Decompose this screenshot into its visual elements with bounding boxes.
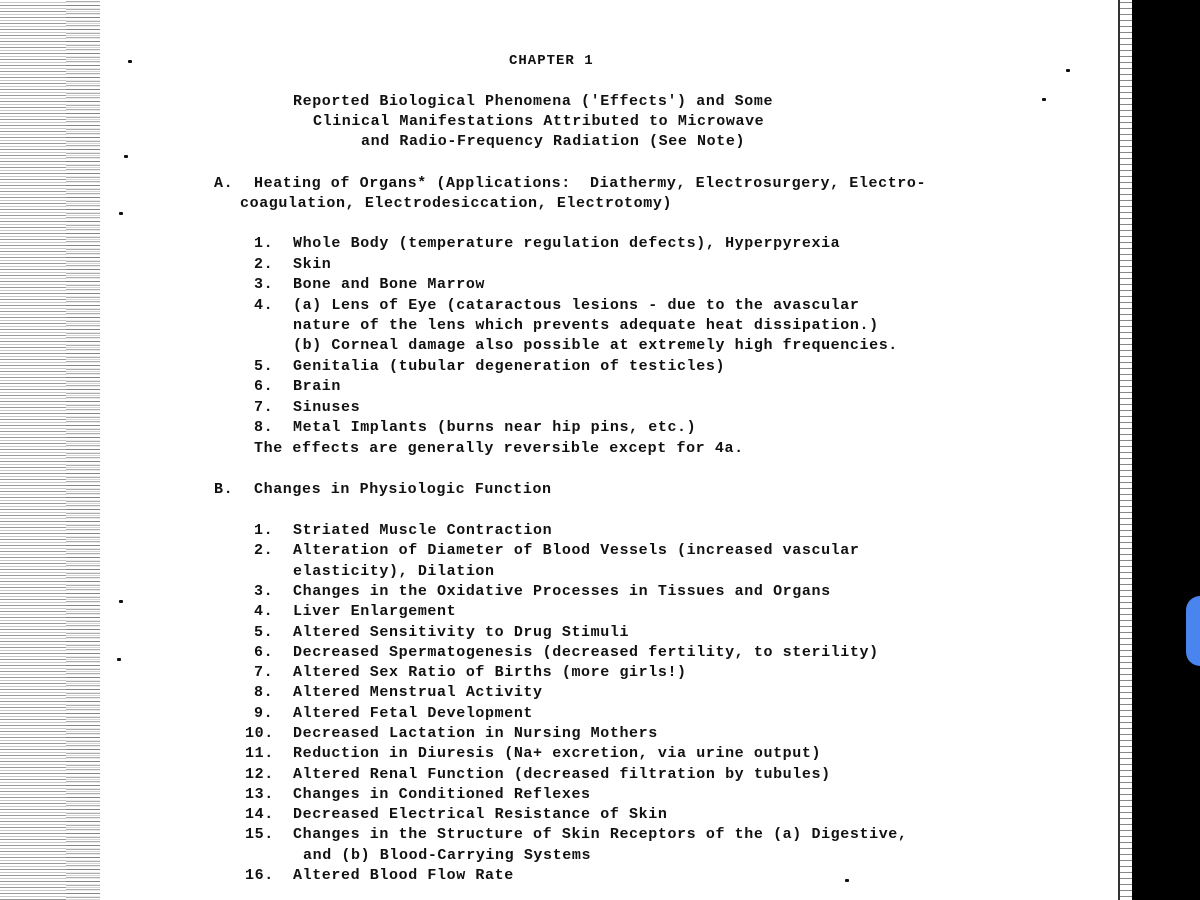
- list-item: Bone and Bone Marrow: [293, 276, 486, 293]
- list-item: Whole Body (temperature regulation defects), Hyperpyrexia: [293, 235, 841, 252]
- list-item-number: 1.: [254, 235, 274, 252]
- section-a-note: The effects are generally reversible except for 4a.: [254, 440, 744, 457]
- list-item: Changes in the Oxidative Processes in Tissues and Organs: [293, 583, 831, 600]
- list-item-number: 16.: [245, 867, 274, 884]
- list-item-number: 11.: [245, 745, 274, 762]
- list-item: (a) Lens of Eye (cataractous lesions - due to the avascular: [293, 297, 860, 314]
- scan-speck: [119, 600, 123, 603]
- list-item-number: 14.: [245, 806, 274, 823]
- list-item-number: 10.: [245, 725, 274, 742]
- list-item-continuation: nature of the lens which prevents adequate heat dissipation.): [293, 317, 879, 334]
- title-line: Reported Biological Phenomena ('Effects') and Some: [293, 93, 774, 110]
- list-item: Striated Muscle Contraction: [293, 522, 553, 539]
- list-item-number: 12.: [245, 766, 274, 783]
- list-item-number: 3.: [254, 276, 274, 293]
- list-item: Metal Implants (burns near hip pins, etc.): [293, 419, 697, 436]
- section-b-heading: Changes in Physiologic Function: [254, 481, 552, 498]
- list-item-number: 7.: [254, 664, 274, 681]
- list-item: Changes in Conditioned Reflexes: [293, 786, 591, 803]
- list-item-number: 4.: [254, 297, 274, 314]
- list-item-continuation: elasticity), Dilation: [293, 563, 495, 580]
- list-item: Brain: [293, 378, 342, 395]
- scan-speck: [124, 155, 128, 158]
- scan-speck: [1042, 98, 1046, 101]
- list-item-number: 2.: [254, 256, 274, 273]
- scan-speck: [845, 879, 849, 882]
- title-line: Clinical Manifestations Attributed to Microwave: [313, 113, 765, 130]
- list-item: Altered Sex Ratio of Births (more girls!): [293, 664, 687, 681]
- list-item: Altered Menstrual Activity: [293, 684, 543, 701]
- title-line: and Radio-Frequency Radiation (See Note): [361, 133, 746, 150]
- section-a-letter: A.: [214, 175, 234, 192]
- list-item: Altered Fetal Development: [293, 705, 534, 722]
- list-item-number: 15.: [245, 826, 274, 843]
- scan-speck: [117, 658, 121, 661]
- list-item: Changes in the Structure of Skin Receptors of the (a) Digestive,: [293, 826, 908, 843]
- scan-speck: [128, 60, 132, 63]
- list-item-number: 13.: [245, 786, 274, 803]
- list-item-number: 1.: [254, 522, 274, 539]
- page-scroll-handle[interactable]: [1186, 596, 1200, 666]
- list-item: Altered Blood Flow Rate: [293, 867, 514, 884]
- list-item-continuation: and (b) Blood-Carrying Systems: [303, 847, 592, 864]
- list-item-number: 3.: [254, 583, 274, 600]
- scan-speck: [1066, 69, 1070, 72]
- list-item: Genitalia (tubular degeneration of testicles): [293, 358, 726, 375]
- scan-speck: [119, 212, 123, 215]
- list-item-number: 2.: [254, 542, 274, 559]
- scan-left-border: [0, 0, 103, 900]
- list-item-number: 5.: [254, 358, 274, 375]
- list-item-number: 8.: [254, 684, 274, 701]
- list-item: Skin: [293, 256, 332, 273]
- list-item: Altered Sensitivity to Drug Stimuli: [293, 624, 630, 641]
- list-item-number: 5.: [254, 624, 274, 641]
- list-item-number: 7.: [254, 399, 274, 416]
- list-item: Decreased Electrical Resistance of Skin: [293, 806, 668, 823]
- list-item: Decreased Spermatogenesis (decreased fertility, to sterility): [293, 644, 879, 661]
- list-item-number: 6.: [254, 378, 274, 395]
- chapter-label: CHAPTER 1: [509, 53, 594, 69]
- list-item: Alteration of Diameter of Blood Vessels (increased vascular: [293, 542, 860, 559]
- list-item-number: 4.: [254, 603, 274, 620]
- list-item: Sinuses: [293, 399, 361, 416]
- list-item: Altered Renal Function (decreased filtration by tubules): [293, 766, 831, 783]
- list-item-number: 8.: [254, 419, 274, 436]
- list-item-number: 9.: [254, 705, 274, 722]
- section-a-heading: Heating of Organs* (Applications: Diathermy, Electrosurgery, Electro-: [254, 175, 927, 192]
- list-item-number: 6.: [254, 644, 274, 661]
- section-b-letter: B.: [214, 481, 234, 498]
- list-item-continuation: (b) Corneal damage also possible at extremely high frequencies.: [293, 337, 898, 354]
- section-a-heading: coagulation, Electrodesiccation, Electrotomy): [240, 195, 673, 212]
- list-item: Reduction in Diuresis (Na+ excretion, via urine output): [293, 745, 822, 762]
- scan-right-border: [1120, 0, 1132, 900]
- list-item: Decreased Lactation in Nursing Mothers: [293, 725, 658, 742]
- list-item: Liver Enlargement: [293, 603, 457, 620]
